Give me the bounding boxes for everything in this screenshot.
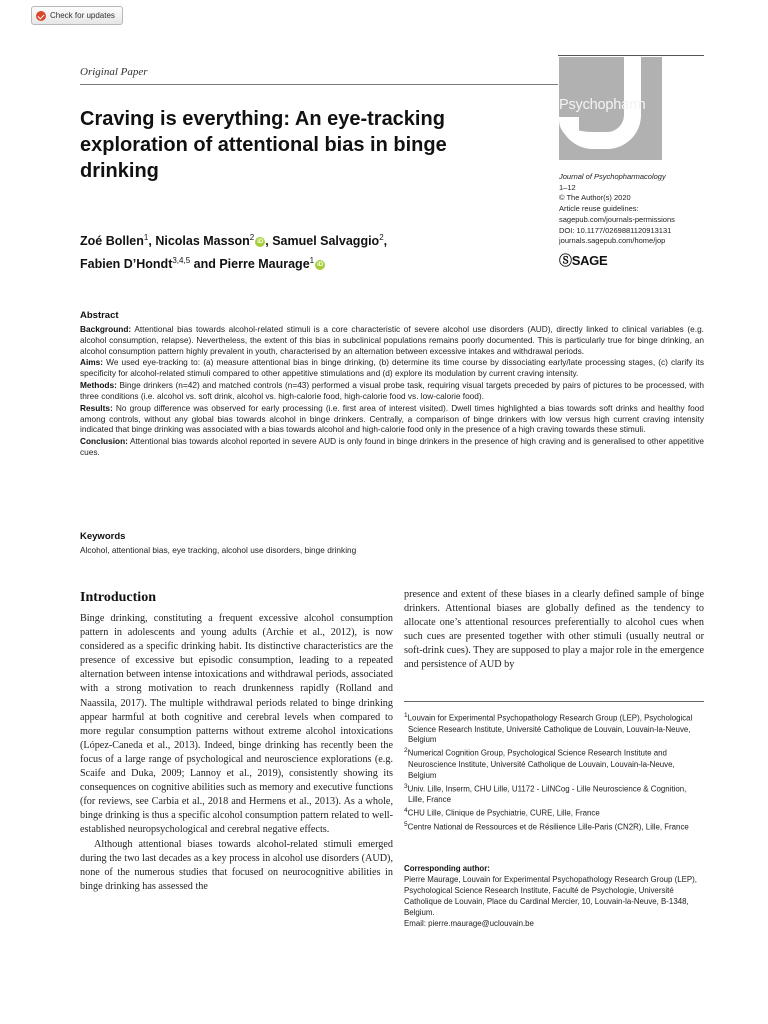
abstract-section-label: Background: (80, 323, 132, 334)
author-affiliation-number: 1 (143, 233, 149, 242)
affiliation (404, 806, 704, 820)
journal-logo-text: Psychopharm (559, 97, 646, 113)
section-heading-introduction: Introduction (80, 590, 156, 605)
author (80, 257, 219, 271)
corresponding-email[interactable]: Email: pierre.maurage@uclouvain.be (404, 918, 534, 928)
abstract-section (80, 324, 704, 357)
affiliation (404, 782, 704, 806)
check-for-updates-button[interactable] (31, 6, 123, 25)
affiliation (404, 711, 704, 746)
abstract-section-text: Attentional bias towards alcohol-related stimuli is a core characteristic of severe alcohol use disorders (AUD), directly linked to clinical variables (e.g. alcohol consumption, relapse). Nevertheless, the extent of this bias in subclinical populations remains poorly documented. This is particularly true for binge drinking, an alcohol consumption pattern highly prevalent in youth, characterised by an alternation between excessive intakes and withdrawal periods. (80, 323, 704, 356)
affiliation (404, 820, 704, 834)
author-affiliation-number: 3,4,5 (172, 256, 191, 266)
author (80, 234, 155, 248)
body-paragraph: presence and extent of these biases in a clearly defined sample of binge drinkers. Attentional biases are globally defined as the tendency to allocate one’s attentional resources preferentially to alcohol cues when such cues are presented together with other stimuli (usually neutral or soft-drink cues). They are supposed to play a major role in the emergence and persistence of AUD by (404, 589, 704, 671)
author-separator: , (148, 234, 156, 249)
journal-logo (559, 57, 662, 160)
doi[interactable]: DOI: 10.1177/0269881120913131 (559, 225, 672, 235)
affiliation-number: 2 (404, 747, 408, 755)
affiliation-number: 3 (404, 782, 408, 790)
abstract (80, 311, 704, 459)
affiliation-text: Univ. Lille, Inserm, CHU Lille, U1172 - LilNCog - Lille Neuroscience & Cognition, Lille, France (407, 784, 687, 805)
abstract-section (80, 403, 704, 436)
orcid-icon[interactable]: iD (257, 239, 264, 246)
affiliation (404, 746, 704, 781)
journal-info (559, 172, 675, 247)
orcid-icon[interactable]: iD (317, 262, 324, 269)
abstract-section (80, 357, 704, 379)
affiliations (404, 711, 704, 833)
affiliation-text: Numerical Cognition Group, Psychological Science Research Institute and Neuroscience Institute, Université Catholique de Louvain, Louvain-la-Neuve, Belgium (407, 748, 675, 780)
abstract-heading: Abstract (80, 310, 119, 321)
author-name: Samuel Salvaggio (272, 234, 380, 249)
author-name: Nicolas Masson (155, 234, 250, 249)
abstract-section (80, 380, 704, 402)
keywords-heading: Keywords (80, 531, 126, 542)
author-name: Pierre Maurage (219, 257, 310, 272)
keywords-text: Alcohol, attentional bias, eye tracking, alcohol use disorders, binge drinking (80, 545, 357, 555)
check-updates-icon (36, 11, 46, 21)
header-rule (80, 84, 558, 85)
journal-logo-j-tail (559, 117, 579, 140)
paper-title: Craving is everything: An eye-tracking exploration of attentional bias in binge drinking (80, 108, 447, 182)
corresponding-label: Corresponding author: (404, 864, 490, 873)
publisher-name: SAGE (571, 253, 608, 268)
reuse-link[interactable]: sagepub.com/journals-permissions (559, 214, 675, 224)
abstract-section (80, 436, 704, 458)
body-paragraph: Binge drinking, constituting a frequent excessive alcohol consumption pattern in adolescents and young adults (Archie et al., 2012), is now considered as a specific drinking habit. Its distinctive characteristics are the presence of excessive but episodic consumption, leading to a repeated alternation between intense intoxications and withdrawal periods, associated with a strong motivation to reach drunkenness rapidly (Rolland and Naassila, 2017). The multiple withdrawal periods related to binge drinking appear harmful at both cognitive and cerebral levels when compared to more regular consumption patterns without extreme alcohol intoxications (López-Caneda et al., 2013). Indeed, binge drinking has recently been the focus of a large range of psychological and neuroscience explorations (e.g. Scaife and Duka, 2009; Lannoy et al., 2019), consistently showing its consequences on cognitive abilities such as memory and executive functions (for reviews, see Carbia et al., 2018 and Hermens et al., 2013). As a whole, binge drinking is thus a specific alcohol consumption pattern related to well-established neuropsychological and cerebral negative effects. (80, 613, 393, 836)
abstract-section-label: Results: (80, 402, 113, 413)
author-list (80, 228, 450, 274)
journal-copyright: © The Author(s) 2020 (559, 193, 631, 203)
publisher-logo (559, 250, 607, 269)
journal-rule (558, 55, 704, 56)
author (219, 257, 325, 271)
affiliation-text: Centre National de Ressources et de Résilience Lille-Paris (CN2R), Lille, France (407, 822, 689, 832)
abstract-section-label: Conclusion: (80, 436, 128, 447)
abstract-section-text: Attentional bias towards alcohol reported in severe AUD is only found in binge drinkers in the presence of high craving and is generalised to other appetitive cues. (80, 436, 704, 458)
reuse-label: Article reuse guidelines: (559, 204, 639, 214)
abstract-section-text: We used eye-tracking to: (a) measure attentional bias in binge drinking, (b) determine its time course by dissociating early/late processing stages, (c) clarify its specificity for alcohol-related stimuli compared to other appetitive stimulations and (d) explore its modulation by current craving intensity. (80, 357, 705, 379)
author-separator: and (190, 257, 220, 272)
corresponding-address: Pierre Maurage, Louvain for Experimental Psychopathology Research Group (LEP), Psychological Science Research Institute, Faculté de Psychologie, Université Catholique de Louvain, Place du Cardinal Mercier, 10, Louvain-la-Neuve, B-1348, Belgium. (404, 874, 697, 917)
footnote-rule (404, 701, 704, 702)
sage-s-icon: Ⓢ (559, 253, 572, 268)
journal-link[interactable]: journals.sagepub.com/home/jop (559, 236, 666, 246)
body-column-right (404, 588, 704, 673)
author-affiliation-number: 1 (309, 256, 315, 266)
author-affiliation-number: 2 (379, 233, 384, 242)
article-type: Original Paper (80, 66, 148, 78)
affiliation-text: CHU Lille, Clinique de Psychiatrie, CURE, Lille, France (407, 808, 600, 818)
author-affiliation-number: 2 (249, 233, 255, 242)
author-name: Zoé Bollen (80, 234, 144, 249)
abstract-section-text: No group difference was observed for early processing (i.e. first area of interest visited). Dwell times highlighted a bias towards soft drinks and healthy food among controls, without any global bias towards alcohol in binge drinkers. Centrally, a comparison of binge drinkers with low versus high current craving intensity indicated that binge drinking was associated with a bias towards alcohol and high-calorie food only in the presence of a high craving towards these stimuli. (80, 402, 704, 435)
affiliation-number: 1 (404, 712, 408, 719)
abstract-section-text: Binge drinkers (n=42) and matched controls (n=43) performed a visual probe task, requiring visual targets preceded by pairs of pictures to be processed, with three conditions (i.e. alcohol vs. soft drink, alcohol vs. high-calorie food, high-calorie food vs. low-calorie food). (80, 380, 704, 401)
corresponding-author (404, 864, 704, 929)
affiliation-number: 4 (404, 807, 408, 815)
body-paragraph: Although attentional biases towards alcohol-related stimuli emerged during the two last decades as a key process in alcohol use disorders (AUD), none of the numerous studies that focused on neurocognitive abilities in binge drinking has assessed the (80, 838, 393, 892)
journal-pages: 1–12 (559, 182, 576, 192)
affiliation-text: Louvain for Experimental Psychopathology Research Group (LEP), Psychological Science Research Institute, Université Catholique de Louvain, Louvain-la-Neuve, Belgium (407, 713, 693, 745)
author (272, 234, 387, 248)
journal-name: Journal of Psychopharmacology (559, 172, 666, 181)
check-updates-label: Check for updates (50, 11, 115, 20)
author (155, 234, 272, 248)
affiliation-number: 5 (404, 820, 408, 828)
author-separator: , (383, 234, 388, 249)
body-column-left (80, 612, 393, 894)
author-name: Fabien D’Hondt (80, 257, 173, 272)
abstract-section-label: Aims: (80, 357, 104, 368)
abstract-section-label: Methods: (80, 380, 117, 391)
keywords (80, 531, 704, 556)
author-separator: , (265, 234, 273, 249)
abstract-body (80, 324, 704, 458)
